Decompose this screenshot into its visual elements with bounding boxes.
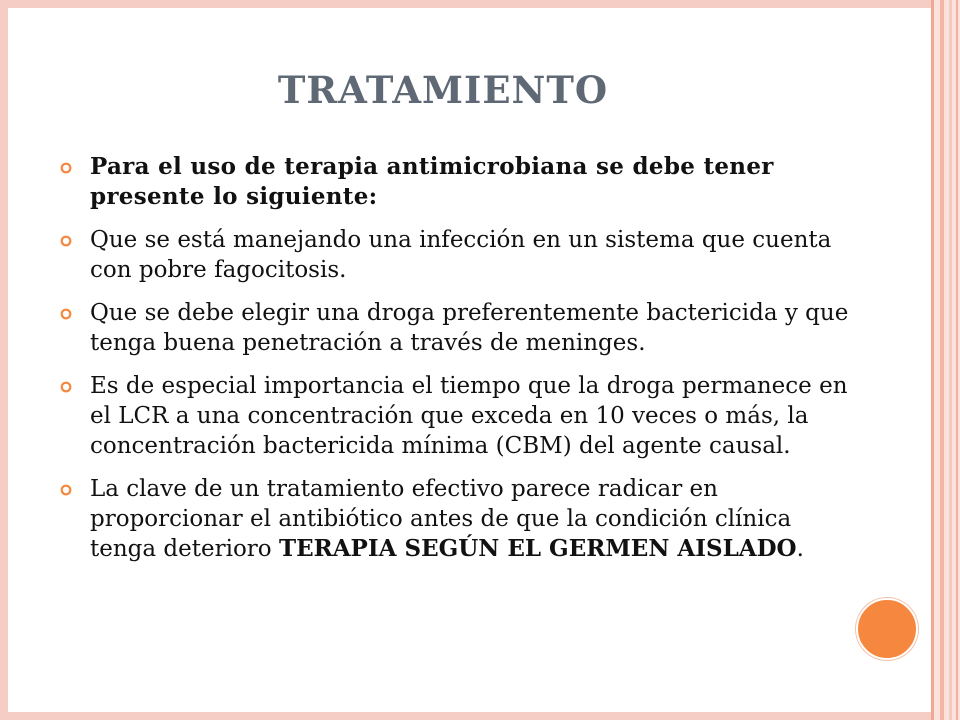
stripe-4 bbox=[956, 0, 958, 720]
bullet-list bbox=[60, 152, 860, 577]
ring-bullet-icon bbox=[60, 484, 72, 496]
bullet-item bbox=[60, 474, 860, 564]
bullet-text: Es de especial importancia el tiempo que la droga permanece en el LCR a una concentración que exceda en 10 veces o más, la concentración bactericida mínima (CBM) del agente causal. bbox=[90, 373, 848, 459]
bullet-text-end: . bbox=[796, 536, 804, 562]
side-stripes bbox=[931, 0, 960, 720]
bullet-text: Que se debe elegir una droga preferentemente bactericida y que tenga buena penetración a través de meninges. bbox=[90, 300, 849, 356]
bullet-text-emphasis: TERAPIA SEGÚN EL GERMEN AISLADO bbox=[278, 535, 797, 562]
stripe-2 bbox=[940, 0, 944, 720]
slide-title: TRATAMIENTO bbox=[277, 68, 609, 112]
bullet-item bbox=[60, 225, 860, 285]
stripe-1 bbox=[931, 0, 934, 720]
stripe-3 bbox=[949, 0, 952, 720]
orange-circle-decoration bbox=[856, 598, 918, 660]
bullet-item bbox=[60, 152, 860, 212]
ring-bullet-icon bbox=[60, 308, 72, 320]
bullet-item bbox=[60, 371, 860, 461]
bullet-item bbox=[60, 298, 860, 358]
ring-bullet-icon bbox=[60, 235, 72, 247]
ring-bullet-icon bbox=[60, 381, 72, 393]
ring-bullet-icon bbox=[60, 162, 72, 174]
bullet-text: Para el uso de terapia antimicrobiana se debe tener presente lo siguiente: bbox=[90, 153, 774, 210]
bullet-text-regular: La clave de un tratamiento efectivo parece radicar en proporcionar el antibiótico antes de que la condición clínica tenga deterioro bbox=[90, 476, 792, 562]
bullet-text: Que se está manejando una infección en un sistema que cuenta con pobre fagocitosis. bbox=[90, 227, 832, 283]
